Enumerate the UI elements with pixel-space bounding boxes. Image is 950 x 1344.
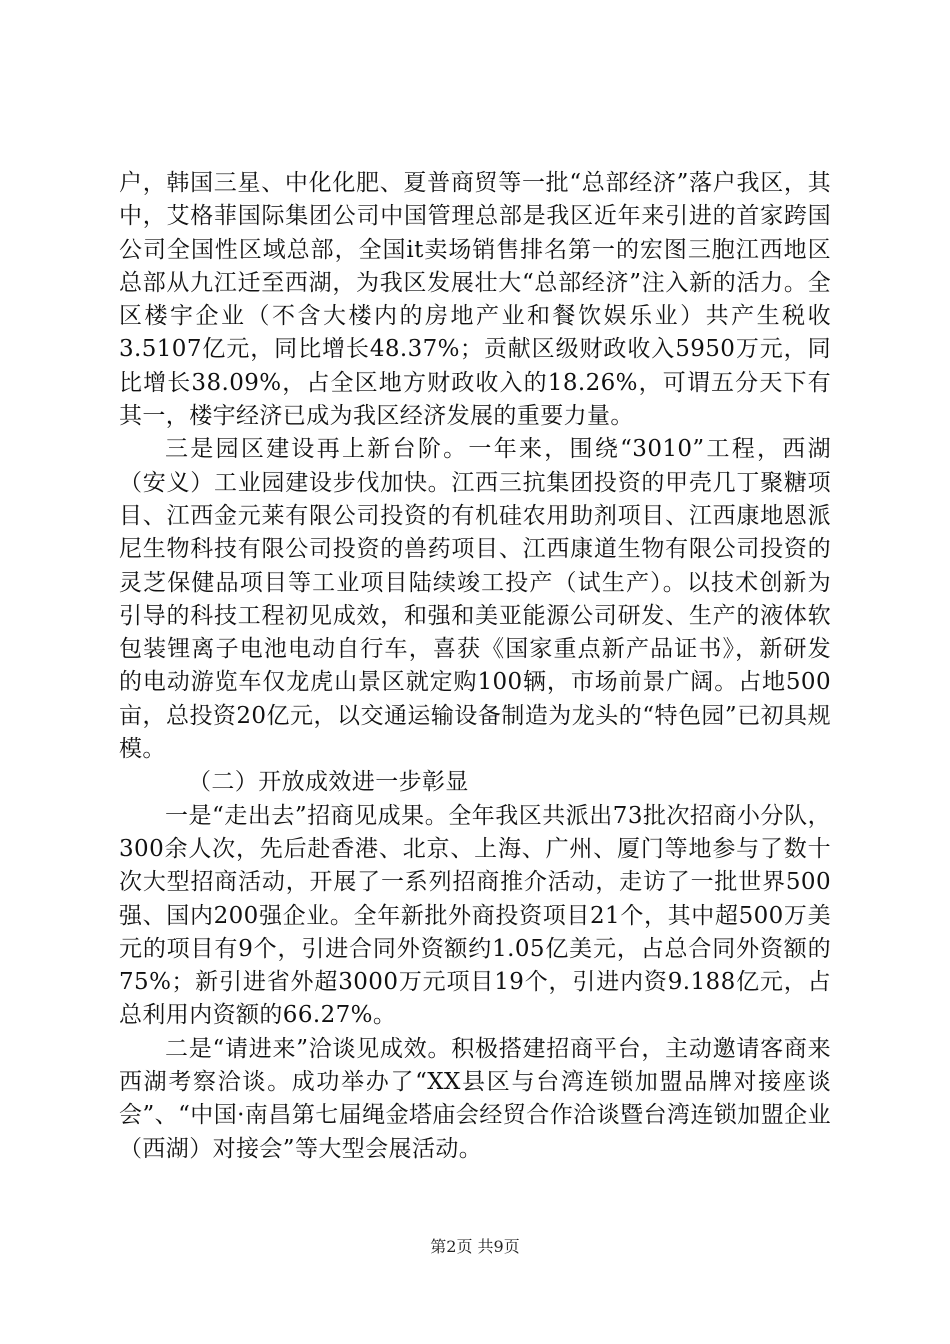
paragraph-bringing-in: 二是“请进来”洽谈见成效。积极搭建招商平台，主动邀请客商来西湖考察洽谈。成功举办了“XX县区与台湾连锁加盟品牌对接座谈会”、“中国·南昌第七届绳金塔庙会经贸合作洽谈暨台湾连锁加盟企业（西湖）对接会”等大型会展活动。 [119, 1035, 831, 1162]
page-number-footer: 第2页 共9页 [430, 1237, 520, 1256]
paragraph-going-out: 一是“走出去”招商见成果。全年我区共派出73批次招商小分队，300余人次，先后赴香港、北京、上海、广州、厦门等地参与了数十次大型招商活动，开展了一系列招商推介活动，走访了一批世界500强、国内200强企业。全年新批外商投资项目21个，其中超500万美元的项目有9个，引进合同外资额约1.05亿美元，占总合同外资额的75%；新引进省外超3000万元项目19个，引进内资9.188亿元，占总利用内资额的66.27%。 [119, 802, 831, 1029]
paragraph-continuation: 户，韩国三星、中化化肥、夏普商贸等一批“总部经济”落户我区，其中，艾格菲国际集团公司中国管理总部是我区近年来引进的首家跨国公司全国性区域总部，全国it卖场销售排名第一的宏图三胞江西地区总部从九江迁至西湖，为我区发展壮大“总部经济”注入新的活力。全区楼宇企业（不含大楼内的房地产业和餐饮娱乐业）共产生税收3.5107亿元，同比增长48.37%；贡献区级财政收入5950万元，同比增长38.09%，占全区地方财政收入的18.26%，可谓五分天下有其一，楼宇经济已成为我区经济发展的重要力量。 [119, 170, 831, 430]
section-heading-opening-up: （二）开放成效进一步彰显 [188, 769, 469, 796]
document-body [119, 167, 831, 1166]
paragraph-park-construction: 三是园区建设再上新台阶。一年来，围绕“3010”工程，西湖（安义）工业园建设步伐加快。江西三抗集团投资的甲壳几丁聚糖项目、江西金元莱有限公司投资的有机硅农用助剂项目、江西康地恩派尼生物科技有限公司投资的兽药项目、江西康道生物有限公司投资的灵芝保健品项目等工业项目陆续竣工投产（试生产）。以技术创新为引导的科技工程初见成效，和强和美亚能源公司研发、生产的液体软包装锂离子电池电动自行车，喜获《国家重点新产品证书》，新研发的电动游览车仅龙虎山景区就定购100辆，市场前景广阔。占地500亩，总投资20亿元，以交通运输设备制造为龙头的“特色园”已初具规模。 [119, 436, 831, 763]
